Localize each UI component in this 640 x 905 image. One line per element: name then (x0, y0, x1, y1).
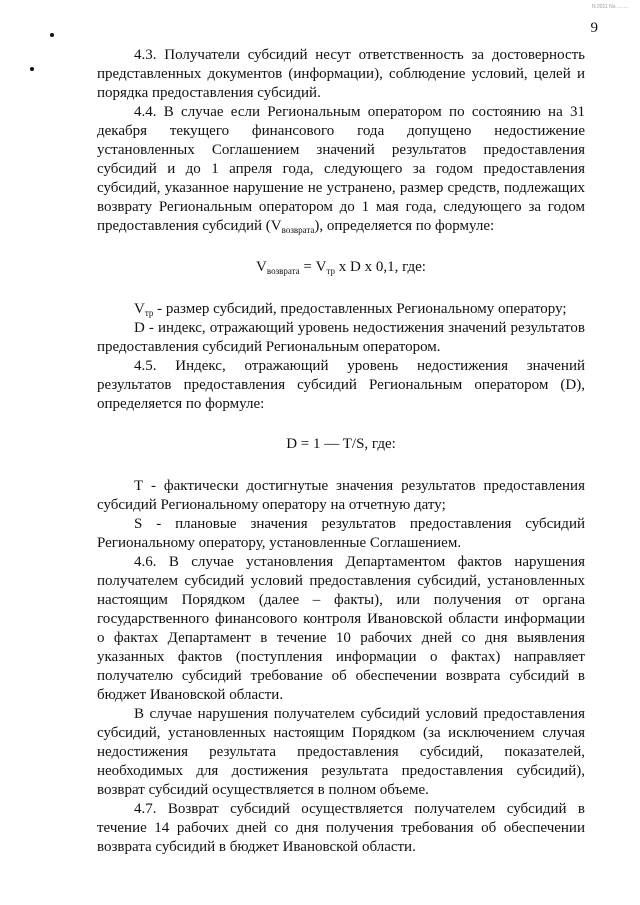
margin-dot (50, 33, 54, 37)
document-body (97, 46, 585, 857)
header-mark: N 2011 No ........ (591, 4, 628, 10)
paragraph-4-7: 4.7. Возврат субсидий осуществляется получателем субсидий в течение 14 рабочих дней со дня получения требования об обеспечении возврата субсидий в бюджет Ивановской области. (97, 801, 585, 855)
formula-index: D = 1 — T/S, где: (286, 436, 396, 452)
vtr-symbol: V (134, 301, 145, 317)
formula-return (97, 258, 585, 277)
formula-sub-tr: тр (326, 266, 336, 276)
definition-d: D - индекс, отражающий уровень недостижения значений результатов предоставления субсидий Региональным оператором. (97, 320, 585, 355)
paragraph-4-4-tail: ), определяется по формуле: (314, 218, 495, 234)
definition-t: Т - фактически достигнутые значения результатов предоставления субсидий Региональному оператору на отчетную дату; (97, 478, 585, 513)
definition-vtr (97, 300, 585, 319)
paragraph-4-4 (97, 103, 585, 236)
subscript-vozvrata: возврата (281, 225, 315, 235)
formula-eq: = V (299, 259, 327, 275)
definition-s: S - плановые значения результатов предоставления субсидий Региональному оператору, установленные Соглашением. (97, 516, 585, 551)
margin-dot (30, 67, 34, 71)
vtr-sub: тр (144, 308, 154, 318)
paragraph-4-5: 4.5. Индекс, отражающий уровень недостижения значений результатов предоставления субсидий Региональным оператором (D), определяется по формуле: (97, 358, 585, 412)
vtr-text: - размер субсидий, предоставленных Региональному оператору; (153, 301, 567, 317)
paragraph-4-4-text: 4.4. В случае если Региональным оператором по состоянию на 31 декабря текущего финансового года допущено недостижение установленных Соглашением значений результатов предоставления субсидий и до 1 апреля года, следующего за годом предоставления субсидий, указанное нарушение не устранено, размер средств, подлежащих возврату Региональным оператором до 1 мая года, следующего за годом предоставления субсидий (V (97, 104, 585, 234)
formula-v: V (256, 259, 267, 275)
formula-rest: x D x 0,1, где: (335, 259, 426, 275)
page-number: 9 (590, 20, 598, 36)
formula-sub-vozvrata: возврата (266, 266, 300, 276)
paragraph-4-3: 4.3. Получатели субсидий несут ответственность за достоверность представленных документов (информации), соблюдение условий, целей и порядка предоставления субсидий. (97, 47, 585, 101)
paragraph-4-6: 4.6. В случае установления Департаментом фактов нарушения получателем субсидий условий предоставления субсидий, установленных настоящим Порядком (далее – факты), или получения от органа государственного финансового контроля Ивановской области информации о фактах Департамент в течение 10 рабочих дней со дня выявления указанных фактов (поступления информации о фактах) направляет получателю субсидий требование об обеспечении возврата субсидий в бюджет Ивановской области. (97, 554, 585, 703)
paragraph-violation: В случае нарушения получателем субсидий условий предоставления субсидий, установленных настоящим Порядком (за исключением случая недостижения результата предоставления субсидий, показателей, необходимых для достижения результата предоставления субсидий), возврат субсидий осуществляется в полном объеме. (97, 706, 585, 798)
